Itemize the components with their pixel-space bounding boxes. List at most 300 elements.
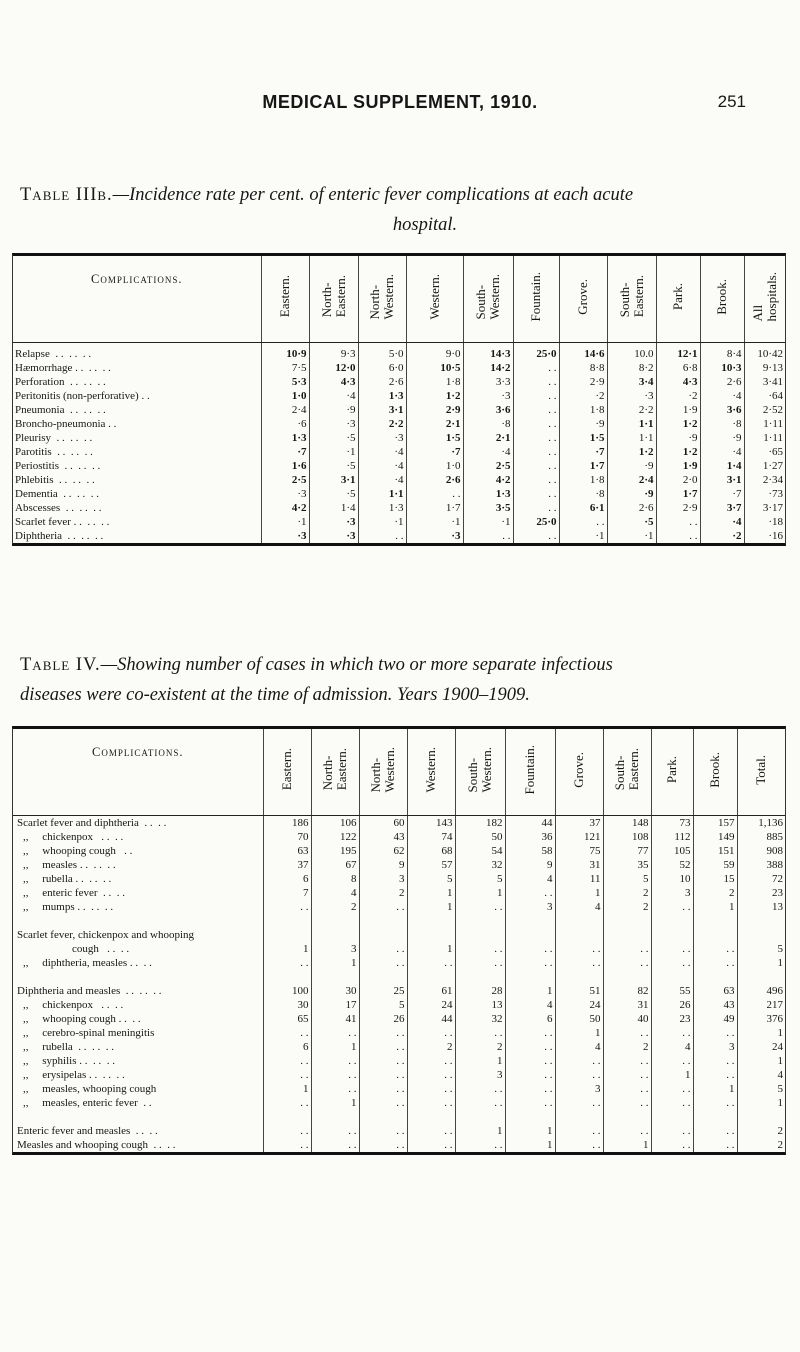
table-cell: ·3 xyxy=(309,529,358,543)
table-cell: . . xyxy=(693,1138,737,1152)
table-cell: ·3 xyxy=(358,431,406,445)
table-cell: 1 xyxy=(407,900,455,914)
table-cell: 5 xyxy=(455,872,505,886)
table-row xyxy=(13,431,785,445)
table-cell: 26 xyxy=(651,998,693,1012)
table3-label: Table IIIb. xyxy=(20,185,113,205)
table-cell xyxy=(505,914,555,928)
row-label: Abscesses . . . . . . xyxy=(15,502,102,514)
table-cell: 1 xyxy=(555,1026,603,1040)
table-cell: ·2 xyxy=(700,529,744,543)
table-cell: 25·0 xyxy=(513,343,559,362)
column-header-label: North- Western. xyxy=(368,746,397,793)
column-header xyxy=(559,256,607,343)
table-cell: 1 xyxy=(505,1124,555,1138)
table-cell xyxy=(505,928,555,942)
column-header-complications: Complications. xyxy=(13,729,263,816)
column-header-label: Grove. xyxy=(571,751,586,788)
table-cell: 13 xyxy=(737,900,785,914)
table-cell: 5 xyxy=(407,872,455,886)
table-cell: . . xyxy=(359,956,407,970)
table-cell: 496 xyxy=(737,984,785,998)
table-cell: 12·1 xyxy=(656,343,700,362)
table-cell: 43 xyxy=(693,998,737,1012)
table-cell: ·9 xyxy=(309,403,358,417)
table-row xyxy=(13,403,785,417)
table-cell: 82 xyxy=(603,984,651,998)
column-header-complications: Complications. xyxy=(13,256,261,343)
table-cell: . . xyxy=(407,1124,455,1138)
table-cell: . . xyxy=(407,1138,455,1152)
table-cell: . . xyxy=(407,1068,455,1082)
table-cell: 1 xyxy=(311,1040,359,1054)
table-cell: 105 xyxy=(651,844,693,858)
table-cell xyxy=(311,970,359,984)
table-cell: 1 xyxy=(737,1096,785,1110)
table-cell: 2 xyxy=(359,886,407,900)
table-cell: . . xyxy=(311,1068,359,1082)
table-cell: ·3 xyxy=(309,515,358,529)
table-cell xyxy=(737,914,785,928)
page-number: 251 xyxy=(717,92,746,111)
table-cell: . . xyxy=(263,956,311,970)
table-cell xyxy=(263,914,311,928)
table-cell: 1 xyxy=(407,886,455,900)
table-cell: . . xyxy=(603,956,651,970)
table-cell: 1·7 xyxy=(656,487,700,501)
table-cell: 1·9 xyxy=(656,403,700,417)
table-cell: 54 xyxy=(455,844,505,858)
table-cell: . . xyxy=(455,1138,505,1152)
table-cell: ·3 xyxy=(261,529,309,543)
table-cell: 3·5 xyxy=(463,501,513,515)
table-row xyxy=(13,886,785,900)
table-cell: 4·2 xyxy=(463,473,513,487)
table-row xyxy=(13,487,785,501)
table-cell: 3 xyxy=(693,1040,737,1054)
table-cell: 148 xyxy=(603,816,651,831)
row-label: ,, enteric fever . . . . xyxy=(23,887,126,899)
table-cell: 14·2 xyxy=(463,361,513,375)
row-label: Phlebitis . . . . . . xyxy=(15,474,95,486)
table-cell xyxy=(407,1110,455,1124)
table-cell: . . xyxy=(603,1124,651,1138)
table-cell: . . xyxy=(693,1124,737,1138)
table-cell: ·8 xyxy=(463,417,513,431)
column-header xyxy=(555,729,603,816)
table-cell: . . xyxy=(651,942,693,956)
table-cell: . . xyxy=(603,1068,651,1082)
table-cell xyxy=(505,1110,555,1124)
table-cell: 1·3 xyxy=(463,487,513,501)
table-row xyxy=(13,1082,785,1096)
table-cell: . . xyxy=(651,1054,693,1068)
table-cell: 1·1 xyxy=(607,431,656,445)
table-cell: 23 xyxy=(737,886,785,900)
table-cell: ·5 xyxy=(309,459,358,473)
table-cell: . . xyxy=(505,1082,555,1096)
table-cell: 60 xyxy=(359,816,407,831)
row-label: Diphtheria and measles . . . . . . xyxy=(17,985,162,997)
table-cell: 1·0 xyxy=(261,389,309,403)
table-cell: ·1 xyxy=(261,515,309,529)
row-label: ,, erysipelas . . . . . . xyxy=(23,1069,125,1081)
table-cell: 2·6 xyxy=(406,473,463,487)
table-cell: 8 xyxy=(311,872,359,886)
table-cell xyxy=(455,970,505,984)
table-cell: 52 xyxy=(651,858,693,872)
table-row xyxy=(13,816,785,831)
table-cell: 13 xyxy=(455,998,505,1012)
table-cell: . . xyxy=(513,473,559,487)
table-cell: 217 xyxy=(737,998,785,1012)
table-cell: . . xyxy=(359,942,407,956)
table-cell: 2·4 xyxy=(607,473,656,487)
table-cell: . . xyxy=(513,487,559,501)
table-cell: 2·2 xyxy=(358,417,406,431)
table-cell: ·7 xyxy=(406,445,463,459)
table-cell: . . xyxy=(505,1040,555,1054)
table-row xyxy=(13,417,785,431)
table-cell: 1 xyxy=(263,942,311,956)
table3 xyxy=(13,256,785,543)
table-cell: 65 xyxy=(263,1012,311,1026)
table-cell: 2·34 xyxy=(744,473,785,487)
table-cell: . . xyxy=(455,1096,505,1110)
table-cell: ·3 xyxy=(607,389,656,403)
table4-label: Table IV. xyxy=(20,655,101,675)
table-cell: 8·4 xyxy=(700,343,744,362)
table-cell: 122 xyxy=(311,830,359,844)
table-cell xyxy=(603,970,651,984)
table-cell: ·1 xyxy=(559,529,607,543)
table-cell: 2 xyxy=(603,900,651,914)
table-cell: 1·4 xyxy=(309,501,358,515)
column-header xyxy=(261,256,309,343)
table-cell: 1 xyxy=(263,1082,311,1096)
table-cell: 1·7 xyxy=(406,501,463,515)
table-cell: 182 xyxy=(455,816,505,831)
column-header xyxy=(513,256,559,343)
table-row xyxy=(13,956,785,970)
column-header-label: Brook. xyxy=(714,278,729,315)
table-cell: . . xyxy=(651,1026,693,1040)
table-cell: 6·8 xyxy=(656,361,700,375)
table-cell: 67 xyxy=(311,858,359,872)
table-cell: 15 xyxy=(693,872,737,886)
table-cell: . . xyxy=(455,956,505,970)
table-cell: 3 xyxy=(555,1082,603,1096)
column-header-label: Park. xyxy=(670,282,685,311)
table-cell: . . xyxy=(651,1124,693,1138)
row-label: Periostitis . . . . . . xyxy=(15,460,101,472)
table-row xyxy=(13,515,785,529)
table-cell: ·4 xyxy=(700,445,744,459)
table-cell: . . xyxy=(505,956,555,970)
table-cell: 12·0 xyxy=(309,361,358,375)
table-cell: . . xyxy=(555,1138,603,1152)
column-header-label: South- Western. xyxy=(465,746,494,793)
table-cell: ·2 xyxy=(559,389,607,403)
table-row xyxy=(13,998,785,1012)
table-cell: 14·3 xyxy=(463,343,513,362)
column-header xyxy=(700,256,744,343)
table-cell: ·1 xyxy=(358,515,406,529)
table-cell: . . xyxy=(311,1026,359,1040)
table-cell: . . xyxy=(559,515,607,529)
column-header xyxy=(358,256,406,343)
table-cell: 4 xyxy=(505,872,555,886)
column-header-label: South- Western. xyxy=(473,273,502,320)
table-cell: 63 xyxy=(693,984,737,998)
table-cell: 1·2 xyxy=(656,445,700,459)
table-cell: ·9 xyxy=(656,431,700,445)
table-cell: 106 xyxy=(311,816,359,831)
table-cell xyxy=(455,914,505,928)
row-label: ,, mumps . . . . . . xyxy=(23,901,114,913)
table-cell: ·5 xyxy=(607,515,656,529)
table-cell: 24 xyxy=(737,1040,785,1054)
table-cell: 143 xyxy=(407,816,455,831)
table-cell xyxy=(603,1110,651,1124)
page-header xyxy=(0,92,800,116)
table-cell: 55 xyxy=(651,984,693,998)
table-cell: 10·9 xyxy=(261,343,309,362)
column-header xyxy=(744,256,785,343)
table-cell: 1 xyxy=(505,1138,555,1152)
table-cell: 2 xyxy=(407,1040,455,1054)
column-header-label: South- Eastern. xyxy=(616,275,646,318)
table-cell: 31 xyxy=(555,858,603,872)
column-header-label: Fountain. xyxy=(528,271,543,322)
table-cell: 2·52 xyxy=(744,403,785,417)
table-row xyxy=(13,445,785,459)
table-cell: 73 xyxy=(651,816,693,831)
table-cell: . . xyxy=(311,1054,359,1068)
table4 xyxy=(13,729,785,1152)
table-row xyxy=(13,1096,785,1110)
table-row xyxy=(13,858,785,872)
table-row xyxy=(13,970,785,984)
row-label: Pleurisy . . . . . . xyxy=(15,432,93,444)
table-cell: 1 xyxy=(693,900,737,914)
table-cell: 2 xyxy=(693,886,737,900)
table-cell: . . xyxy=(555,1096,603,1110)
table-cell: 1 xyxy=(407,942,455,956)
table-cell: 77 xyxy=(603,844,651,858)
table-cell: . . xyxy=(407,956,455,970)
table-cell: . . xyxy=(513,529,559,543)
table-cell: . . xyxy=(513,431,559,445)
table-cell: 2·4 xyxy=(261,403,309,417)
table-cell: . . xyxy=(555,956,603,970)
table-cell: 1·8 xyxy=(406,375,463,389)
table-row xyxy=(13,1026,785,1040)
table-cell: . . xyxy=(513,445,559,459)
table-cell: . . xyxy=(407,1082,455,1096)
table-cell: 4 xyxy=(555,1040,603,1054)
table-cell: 1,136 xyxy=(737,816,785,831)
table-cell: 8·8 xyxy=(559,361,607,375)
table-cell: 36 xyxy=(505,830,555,844)
table-cell: 5 xyxy=(737,942,785,956)
table-cell: 51 xyxy=(555,984,603,998)
table-cell: . . xyxy=(555,1068,603,1082)
table-cell xyxy=(263,928,311,942)
row-label: Enteric fever and measles . . . . xyxy=(17,1125,158,1137)
table-cell: 5·3 xyxy=(261,375,309,389)
table-cell: 10.0 xyxy=(607,343,656,362)
row-label: ,, whooping cough . . xyxy=(23,845,133,857)
table-cell: ·8 xyxy=(559,487,607,501)
table-cell: . . xyxy=(693,1096,737,1110)
table-cell xyxy=(311,914,359,928)
table-cell: . . xyxy=(263,1054,311,1068)
table4-caption-line1: —Showing number of cases in which two or more separate infectious xyxy=(100,655,613,675)
table3-frame xyxy=(12,253,786,546)
table4-header-row xyxy=(13,729,785,816)
table-cell: 3·6 xyxy=(700,403,744,417)
table-cell: 1·4 xyxy=(700,459,744,473)
table-cell: 1 xyxy=(651,1068,693,1082)
table-row xyxy=(13,942,785,956)
table-cell: ·9 xyxy=(607,459,656,473)
table-cell: 2 xyxy=(603,886,651,900)
table-cell: ·1 xyxy=(309,445,358,459)
table-cell xyxy=(455,928,505,942)
table-cell: 5 xyxy=(359,998,407,1012)
table-cell: . . xyxy=(555,1124,603,1138)
table-cell: 1·2 xyxy=(406,389,463,403)
column-header xyxy=(406,256,463,343)
table-cell xyxy=(603,914,651,928)
table4-body xyxy=(13,816,785,1153)
table-cell xyxy=(311,1110,359,1124)
table-cell: 112 xyxy=(651,830,693,844)
column-header xyxy=(359,729,407,816)
table-cell: 1·7 xyxy=(559,459,607,473)
table-cell: 4 xyxy=(311,886,359,900)
column-header-label: Brook. xyxy=(707,751,722,788)
row-label: Perforation . . . . . . xyxy=(15,376,106,388)
table-cell: ·8 xyxy=(700,417,744,431)
table-cell xyxy=(311,928,359,942)
table-cell: 3·4 xyxy=(607,375,656,389)
table-cell: . . xyxy=(651,1138,693,1152)
table-cell: 30 xyxy=(263,998,311,1012)
table-cell: . . xyxy=(406,487,463,501)
table-cell: 2·2 xyxy=(607,403,656,417)
table-cell: ·2 xyxy=(656,389,700,403)
table-cell: . . xyxy=(407,1054,455,1068)
row-label: Diphtheria . . . . . . xyxy=(15,530,104,542)
row-label: ,, rubella . . . . . . xyxy=(23,1041,115,1053)
column-header xyxy=(311,729,359,816)
table-cell: . . xyxy=(263,900,311,914)
table-cell: 49 xyxy=(693,1012,737,1026)
table-cell: 2 xyxy=(737,1138,785,1152)
table-cell: . . xyxy=(651,900,693,914)
column-header-label: South- Eastern. xyxy=(612,748,641,791)
table-cell: 3 xyxy=(359,872,407,886)
table-cell: . . xyxy=(263,1096,311,1110)
table-cell xyxy=(407,914,455,928)
table-row xyxy=(13,1012,785,1026)
table-cell: 3 xyxy=(455,1068,505,1082)
table-cell xyxy=(737,1110,785,1124)
table-cell: . . xyxy=(455,942,505,956)
table-row xyxy=(13,361,785,375)
column-header-label: North- Western. xyxy=(367,273,396,320)
column-header xyxy=(309,256,358,343)
table-cell: . . xyxy=(513,417,559,431)
table-cell: 3·41 xyxy=(744,375,785,389)
table-cell: . . xyxy=(693,1068,737,1082)
table-cell: 149 xyxy=(693,830,737,844)
table-cell: . . xyxy=(358,529,406,543)
table-cell: . . xyxy=(311,1138,359,1152)
row-label: Hæmorrhage . . . . . . xyxy=(15,362,111,374)
table4-caption xyxy=(20,650,780,710)
table4-caption-line2: diseases were co-existent at the time of admission. Years 1900–1909. xyxy=(20,685,530,705)
table-cell: 30 xyxy=(311,984,359,998)
table-cell: . . xyxy=(513,501,559,515)
table-cell: . . xyxy=(455,900,505,914)
table-cell: 58 xyxy=(505,844,555,858)
table-row xyxy=(13,501,785,515)
table-cell: ·7 xyxy=(261,445,309,459)
table-cell: 7·5 xyxy=(261,361,309,375)
table-cell xyxy=(651,914,693,928)
table-cell: 1·5 xyxy=(559,431,607,445)
table-cell: 3·7 xyxy=(700,501,744,515)
table-cell: 1·8 xyxy=(559,473,607,487)
table-cell: 1·5 xyxy=(406,431,463,445)
table-cell: 3·1 xyxy=(358,403,406,417)
table-cell: . . xyxy=(505,942,555,956)
table-cell: . . xyxy=(505,1026,555,1040)
table-cell: 908 xyxy=(737,844,785,858)
table-cell: 2·6 xyxy=(607,501,656,515)
table-cell: . . xyxy=(505,1068,555,1082)
table-cell: 37 xyxy=(555,816,603,831)
row-label: ,, chickenpox . . . . xyxy=(23,831,124,843)
table-cell: 1 xyxy=(603,1138,651,1152)
column-header-label: North- Eastern. xyxy=(318,275,348,318)
table-cell xyxy=(737,970,785,984)
table-cell: . . xyxy=(651,956,693,970)
table-cell: 195 xyxy=(311,844,359,858)
table-cell: 1·9 xyxy=(656,459,700,473)
table-cell: 4 xyxy=(555,900,603,914)
table-cell: . . xyxy=(359,900,407,914)
table-cell: 31 xyxy=(603,998,651,1012)
table-cell: . . xyxy=(603,942,651,956)
table-row xyxy=(13,1124,785,1138)
table-cell: . . xyxy=(263,1026,311,1040)
table-cell: . . xyxy=(603,1096,651,1110)
table-cell xyxy=(651,1110,693,1124)
row-label: Measles and whooping cough . . . . xyxy=(17,1139,176,1151)
column-header xyxy=(737,729,785,816)
table-cell: ·1 xyxy=(607,529,656,543)
row-label xyxy=(13,970,263,984)
table-cell: 1 xyxy=(555,886,603,900)
table-cell: 6 xyxy=(263,872,311,886)
column-header-label: Eastern. xyxy=(277,275,292,318)
table-row xyxy=(13,914,785,928)
table-cell: 62 xyxy=(359,844,407,858)
